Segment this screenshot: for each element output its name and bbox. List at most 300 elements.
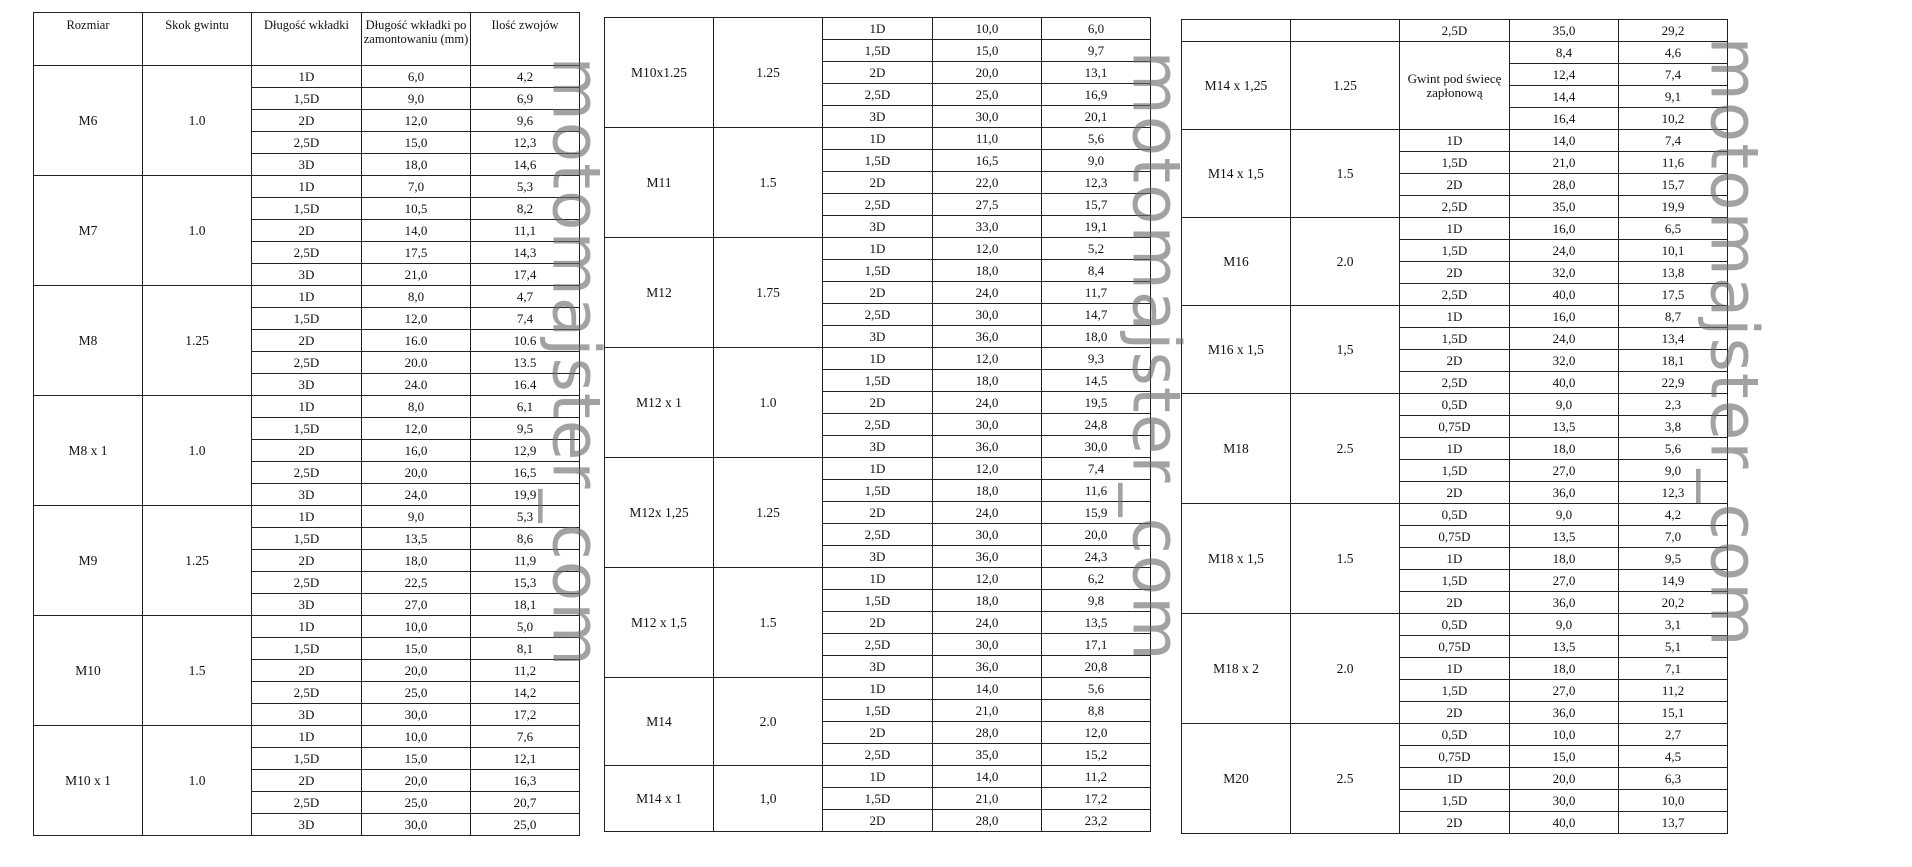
- pitch-cell: 1.0: [143, 726, 252, 836]
- header-insert-length: Długość wkładki: [252, 13, 362, 66]
- installed-length-cell: 35,0: [933, 744, 1042, 766]
- size-cell: M7: [34, 176, 143, 286]
- installed-length-cell: 30,0: [933, 414, 1042, 436]
- installed-length-cell: 18,0: [1510, 548, 1619, 570]
- turns-cell: 6,1: [471, 396, 580, 418]
- pitch-cell: 1.0: [143, 176, 252, 286]
- insert-length-cell: 0,5D: [1400, 724, 1510, 746]
- installed-length-cell: 30,0: [1510, 790, 1619, 812]
- insert-length-cell: 2D: [1400, 262, 1510, 284]
- turns-cell: 11,2: [471, 660, 580, 682]
- installed-length-cell: 18,0: [933, 370, 1042, 392]
- turns-cell: 5,6: [1619, 438, 1728, 460]
- turns-cell: 13,8: [1619, 262, 1728, 284]
- size-cell: M14 x 1: [605, 766, 714, 832]
- insert-length-cell: 2D: [252, 110, 362, 132]
- pitch-cell: 2.0: [1291, 614, 1400, 724]
- installed-length-cell: 18,0: [933, 260, 1042, 282]
- size-cell: M16 x 1,5: [1182, 306, 1291, 394]
- turns-cell: 19,1: [1042, 216, 1151, 238]
- installed-length-cell: 36,0: [933, 436, 1042, 458]
- thread-table-2: [604, 17, 1151, 832]
- size-cell: M10: [34, 616, 143, 726]
- installed-length-cell: 8,0: [362, 286, 471, 308]
- turns-cell: 13,5: [1042, 612, 1151, 634]
- header-size: Rozmiar: [34, 13, 143, 66]
- installed-length-cell: 36,0: [1510, 592, 1619, 614]
- size-cell: M14 x 1,25: [1182, 42, 1291, 130]
- installed-length-cell: 8,4: [1510, 42, 1619, 64]
- installed-length-cell: 28,0: [933, 722, 1042, 744]
- size-cell: M20: [1182, 724, 1291, 834]
- installed-length-cell: 18,0: [362, 550, 471, 572]
- installed-length-cell: 10,0: [933, 18, 1042, 40]
- installed-length-cell: 15,0: [933, 40, 1042, 62]
- pitch-cell: 1.25: [714, 458, 823, 568]
- installed-length-cell: 30,0: [933, 304, 1042, 326]
- turns-cell: 8,8: [1042, 700, 1151, 722]
- insert-length-cell: 2D: [1400, 350, 1510, 372]
- turns-cell: 14,2: [471, 682, 580, 704]
- insert-length-note: Gwint pod świecę zapłonową: [1400, 42, 1510, 130]
- insert-length-cell: 1,5D: [252, 638, 362, 660]
- insert-length-cell: 1D: [823, 458, 933, 480]
- table-row: [1182, 306, 1728, 328]
- watermark: motomajster_com: [1695, 36, 1773, 647]
- insert-length-cell: 0,5D: [1400, 614, 1510, 636]
- insert-length-cell: 1,5D: [823, 40, 933, 62]
- turns-cell: 7,4: [471, 308, 580, 330]
- insert-length-cell: 3D: [252, 264, 362, 286]
- installed-length-cell: 10,0: [362, 616, 471, 638]
- turns-cell: 18,1: [1619, 350, 1728, 372]
- installed-length-cell: 27,0: [362, 594, 471, 616]
- turns-cell: 9,5: [1619, 548, 1728, 570]
- turns-cell: 11,6: [1042, 480, 1151, 502]
- insert-length-cell: 2D: [252, 220, 362, 242]
- turns-cell: 13,4: [1619, 328, 1728, 350]
- turns-cell: 11,2: [1042, 766, 1151, 788]
- installed-length-cell: 18,0: [362, 154, 471, 176]
- insert-length-cell: 1D: [823, 568, 933, 590]
- insert-length-cell: 2D: [823, 502, 933, 524]
- insert-length-cell: 2,5D: [252, 352, 362, 374]
- installed-length-cell: 12,4: [1510, 64, 1619, 86]
- installed-length-cell: 10,0: [362, 726, 471, 748]
- turns-cell: 7,4: [1619, 130, 1728, 152]
- turns-cell: 22,9: [1619, 372, 1728, 394]
- pitch-cell: 1.5: [714, 568, 823, 678]
- insert-length-cell: 1D: [1400, 658, 1510, 680]
- installed-length-cell: 17,5: [362, 242, 471, 264]
- header-pitch: Skok gwintu: [143, 13, 252, 66]
- insert-length-cell: 2D: [1400, 702, 1510, 724]
- installed-length-cell: 21,0: [362, 264, 471, 286]
- installed-length-cell: 25,0: [933, 84, 1042, 106]
- turns-cell: 24,3: [1042, 546, 1151, 568]
- insert-length-cell: 1D: [1400, 306, 1510, 328]
- installed-length-cell: 6,0: [362, 66, 471, 88]
- installed-length-cell: 30,0: [933, 524, 1042, 546]
- size-cell: M18: [1182, 394, 1291, 504]
- installed-length-cell: 35,0: [1510, 196, 1619, 218]
- turns-cell: 9,6: [471, 110, 580, 132]
- insert-length-cell: 3D: [252, 484, 362, 506]
- turns-cell: 12,1: [471, 748, 580, 770]
- installed-length-cell: 13,5: [1510, 526, 1619, 548]
- installed-length-cell: 35,0: [1510, 20, 1619, 42]
- table-row: [34, 616, 580, 638]
- turns-cell: 8,6: [471, 528, 580, 550]
- header-turns: Ilość zwojów: [471, 13, 580, 66]
- turns-cell: 17,1: [1042, 634, 1151, 656]
- installed-length-cell: 16,4: [1510, 108, 1619, 130]
- table-row: [605, 678, 1151, 700]
- installed-length-cell: 9,0: [1510, 504, 1619, 526]
- installed-length-cell: 36,0: [933, 326, 1042, 348]
- insert-length-cell: 3D: [823, 326, 933, 348]
- turns-cell: 20,0: [1042, 524, 1151, 546]
- table-row: [1182, 130, 1728, 152]
- insert-length-cell: 1,5D: [1400, 152, 1510, 174]
- turns-cell: 4,2: [1619, 504, 1728, 526]
- pitch-cell: 1.5: [1291, 504, 1400, 614]
- table-row: [605, 238, 1151, 260]
- insert-length-cell: 1,5D: [823, 150, 933, 172]
- turns-cell: 29,2: [1619, 20, 1728, 42]
- size-cell: M16: [1182, 218, 1291, 306]
- installed-length-cell: 24,0: [1510, 328, 1619, 350]
- installed-length-cell: 20.0: [362, 352, 471, 374]
- installed-length-cell: 13,5: [1510, 416, 1619, 438]
- insert-length-cell: 2,5D: [252, 792, 362, 814]
- installed-length-cell: 8,0: [362, 396, 471, 418]
- turns-cell: 9,0: [1042, 150, 1151, 172]
- table-row: [1182, 724, 1728, 746]
- turns-cell: 8,1: [471, 638, 580, 660]
- insert-length-cell: 2,5D: [823, 744, 933, 766]
- turns-cell: 9,0: [1619, 460, 1728, 482]
- insert-length-cell: 1,5D: [252, 88, 362, 110]
- insert-length-cell: 1,5D: [823, 590, 933, 612]
- turns-cell: 20,1: [1042, 106, 1151, 128]
- size-cell: M9: [34, 506, 143, 616]
- installed-length-cell: 22,5: [362, 572, 471, 594]
- table-row: [34, 506, 580, 528]
- table-row: [605, 18, 1151, 40]
- installed-length-cell: 21,0: [1510, 152, 1619, 174]
- size-cell: M12 x 1,5: [605, 568, 714, 678]
- insert-length-cell: 1D: [823, 766, 933, 788]
- turns-cell: 9,1: [1619, 86, 1728, 108]
- installed-length-cell: 27,0: [1510, 460, 1619, 482]
- insert-length-cell: 3D: [823, 656, 933, 678]
- installed-length-cell: 32,0: [1510, 262, 1619, 284]
- installed-length-cell: 9,0: [1510, 394, 1619, 416]
- installed-length-cell: 24,0: [933, 282, 1042, 304]
- insert-length-cell: 0,75D: [1400, 416, 1510, 438]
- insert-length-cell: 1,5D: [252, 198, 362, 220]
- installed-length-cell: 36,0: [933, 546, 1042, 568]
- installed-length-cell: 18,0: [933, 480, 1042, 502]
- turns-cell: 11,9: [471, 550, 580, 572]
- installed-length-cell: 33,0: [933, 216, 1042, 238]
- turns-cell: 10.6: [471, 330, 580, 352]
- turns-cell: 15,1: [1619, 702, 1728, 724]
- insert-length-cell: 2,5D: [252, 132, 362, 154]
- installed-length-cell: 30,0: [362, 704, 471, 726]
- insert-length-cell: 3D: [252, 814, 362, 836]
- size-cell: M6: [34, 66, 143, 176]
- turns-cell: 5,3: [471, 506, 580, 528]
- installed-length-cell: 18,0: [1510, 438, 1619, 460]
- insert-length-cell: 1,5D: [1400, 680, 1510, 702]
- installed-length-cell: 36,0: [933, 656, 1042, 678]
- turns-cell: 19,5: [1042, 392, 1151, 414]
- installed-length-cell: 9,0: [1510, 614, 1619, 636]
- pitch-cell: 1.25: [714, 18, 823, 128]
- pitch-cell: 1.5: [714, 128, 823, 238]
- turns-cell: 5,0: [471, 616, 580, 638]
- turns-cell: 20,8: [1042, 656, 1151, 678]
- installed-length-cell: 24,0: [933, 392, 1042, 414]
- installed-length-cell: 15,0: [362, 638, 471, 660]
- size-cell: M14: [605, 678, 714, 766]
- turns-cell: 5,3: [471, 176, 580, 198]
- insert-length-cell: 1D: [1400, 768, 1510, 790]
- insert-length-cell: 2,5D: [252, 682, 362, 704]
- installed-length-cell: 9,0: [362, 88, 471, 110]
- installed-length-cell: 14,0: [933, 766, 1042, 788]
- insert-length-cell: 1,5D: [1400, 570, 1510, 592]
- turns-cell: 20,7: [471, 792, 580, 814]
- installed-length-cell: 9,0: [362, 506, 471, 528]
- turns-cell: 15,9: [1042, 502, 1151, 524]
- turns-cell: 7,6: [471, 726, 580, 748]
- insert-length-cell: 1D: [252, 286, 362, 308]
- installed-length-cell: 18,0: [933, 590, 1042, 612]
- pitch-cell: 1.0: [714, 348, 823, 458]
- size-cell: M8 x 1: [34, 396, 143, 506]
- insert-length-cell: 1D: [823, 18, 933, 40]
- turns-cell: 13,7: [1619, 812, 1728, 834]
- table-row: [34, 176, 580, 198]
- turns-cell: 5,1: [1619, 636, 1728, 658]
- installed-length-cell: 16,5: [933, 150, 1042, 172]
- installed-length-cell: 28,0: [1510, 174, 1619, 196]
- turns-cell: 6,3: [1619, 768, 1728, 790]
- installed-length-cell: 40,0: [1510, 284, 1619, 306]
- pitch-cell: 1.25: [143, 286, 252, 396]
- installed-length-cell: 13,5: [1510, 636, 1619, 658]
- insert-length-cell: 2,5D: [252, 572, 362, 594]
- size-cell: M18 x 1,5: [1182, 504, 1291, 614]
- table-row: [1182, 218, 1728, 240]
- insert-length-cell: 2D: [1400, 812, 1510, 834]
- insert-length-cell: 2,5D: [823, 304, 933, 326]
- insert-length-cell: 2D: [1400, 482, 1510, 504]
- installed-length-cell: 21,0: [933, 788, 1042, 810]
- turns-cell: 4,5: [1619, 746, 1728, 768]
- turns-cell: 17,2: [1042, 788, 1151, 810]
- turns-cell: 9,5: [471, 418, 580, 440]
- insert-length-cell: 2D: [823, 612, 933, 634]
- turns-cell: 16,5: [471, 462, 580, 484]
- installed-length-cell: 20,0: [933, 62, 1042, 84]
- installed-length-cell: 30,0: [933, 106, 1042, 128]
- insert-length-cell: 1,5D: [823, 788, 933, 810]
- installed-length-cell: 14,0: [933, 678, 1042, 700]
- insert-length-cell: 0,5D: [1400, 394, 1510, 416]
- installed-length-cell: 24,0: [933, 612, 1042, 634]
- turns-cell: 10,1: [1619, 240, 1728, 262]
- turns-cell: 14,5: [1042, 370, 1151, 392]
- installed-length-cell: 14,0: [1510, 130, 1619, 152]
- insert-length-cell: 1D: [252, 66, 362, 88]
- turns-cell: 6,9: [471, 88, 580, 110]
- insert-length-cell: 2D: [252, 660, 362, 682]
- thread-table-1: [33, 12, 580, 836]
- pitch-cell: 2.0: [1291, 218, 1400, 306]
- turns-cell: 13,1: [1042, 62, 1151, 84]
- insert-length-cell: 2,5D: [823, 634, 933, 656]
- turns-cell: 20,2: [1619, 592, 1728, 614]
- turns-cell: 2,7: [1619, 724, 1728, 746]
- installed-length-cell: 27,5: [933, 194, 1042, 216]
- installed-length-cell: 27,0: [1510, 570, 1619, 592]
- pitch-cell: [1291, 20, 1400, 42]
- insert-length-cell: 2D: [252, 550, 362, 572]
- insert-length-cell: 0,75D: [1400, 526, 1510, 548]
- insert-length-cell: 1,5D: [1400, 240, 1510, 262]
- installed-length-cell: 40,0: [1510, 812, 1619, 834]
- insert-length-cell: 3D: [823, 106, 933, 128]
- insert-length-cell: 1D: [252, 176, 362, 198]
- insert-length-cell: 1,5D: [1400, 328, 1510, 350]
- size-cell: M11: [605, 128, 714, 238]
- turns-cell: 13.5: [471, 352, 580, 374]
- insert-length-cell: 1D: [823, 238, 933, 260]
- installed-length-cell: 12,0: [933, 458, 1042, 480]
- installed-length-cell: 7,0: [362, 176, 471, 198]
- installed-length-cell: 30,0: [362, 814, 471, 836]
- installed-length-cell: 14,0: [362, 220, 471, 242]
- installed-length-cell: 24.0: [362, 374, 471, 396]
- turns-cell: 18,1: [471, 594, 580, 616]
- turns-cell: 17,4: [471, 264, 580, 286]
- insert-length-cell: 2D: [1400, 174, 1510, 196]
- insert-length-cell: 2D: [823, 392, 933, 414]
- turns-cell: 5,6: [1042, 128, 1151, 150]
- turns-cell: 14,9: [1619, 570, 1728, 592]
- table-row: [1182, 42, 1728, 64]
- insert-length-cell: 2D: [823, 62, 933, 84]
- installed-length-cell: 27,0: [1510, 680, 1619, 702]
- pitch-cell: 1.5: [143, 616, 252, 726]
- turns-cell: 16,9: [1042, 84, 1151, 106]
- pitch-cell: 1.25: [143, 506, 252, 616]
- insert-length-cell: 2D: [252, 770, 362, 792]
- table-row: [34, 286, 580, 308]
- installed-length-cell: 12,0: [933, 238, 1042, 260]
- insert-length-cell: 1,5D: [823, 370, 933, 392]
- turns-cell: 15,3: [471, 572, 580, 594]
- installed-length-cell: 12,0: [362, 418, 471, 440]
- pitch-cell: 1.0: [143, 396, 252, 506]
- installed-length-cell: 20,0: [1510, 768, 1619, 790]
- insert-length-cell: 0,75D: [1400, 636, 1510, 658]
- turns-cell: 11,1: [471, 220, 580, 242]
- insert-length-cell: 0,75D: [1400, 746, 1510, 768]
- installed-length-cell: 20,0: [362, 660, 471, 682]
- turns-cell: 4,7: [471, 286, 580, 308]
- turns-cell: 14,6: [471, 154, 580, 176]
- turns-cell: 7,1: [1619, 658, 1728, 680]
- insert-length-cell: 2D: [823, 282, 933, 304]
- pitch-cell: 2.5: [1291, 724, 1400, 834]
- insert-length-cell: 1D: [252, 616, 362, 638]
- turns-cell: 4,6: [1619, 42, 1728, 64]
- thread-table-3: [1181, 19, 1728, 834]
- size-cell: M12x 1,25: [605, 458, 714, 568]
- insert-length-cell: 1D: [252, 396, 362, 418]
- turns-cell: 8,7: [1619, 306, 1728, 328]
- turns-cell: 14,7: [1042, 304, 1151, 326]
- insert-length-cell: 2,5D: [823, 194, 933, 216]
- turns-cell: 16.4: [471, 374, 580, 396]
- insert-length-cell: 2D: [252, 440, 362, 462]
- table-row: [1182, 394, 1728, 416]
- installed-length-cell: 12,0: [362, 110, 471, 132]
- table-row: [34, 726, 580, 748]
- installed-length-cell: 15,0: [1510, 746, 1619, 768]
- installed-length-cell: 16.0: [362, 330, 471, 352]
- installed-length-cell: 32,0: [1510, 350, 1619, 372]
- insert-length-cell: 2,5D: [1400, 372, 1510, 394]
- turns-cell: 7,0: [1619, 526, 1728, 548]
- insert-length-cell: 1,5D: [1400, 460, 1510, 482]
- turns-cell: 12,9: [471, 440, 580, 462]
- pitch-cell: 2.5: [1291, 394, 1400, 504]
- turns-cell: 9,8: [1042, 590, 1151, 612]
- size-cell: M10 x 1: [34, 726, 143, 836]
- size-cell: M14 x 1,5: [1182, 130, 1291, 218]
- turns-cell: 17,2: [471, 704, 580, 726]
- insert-length-cell: 2,5D: [1400, 284, 1510, 306]
- insert-length-cell: 1D: [823, 128, 933, 150]
- insert-length-cell: 2,5D: [252, 462, 362, 484]
- installed-length-cell: 20,0: [362, 462, 471, 484]
- turns-cell: 19,9: [1619, 196, 1728, 218]
- turns-cell: 23,2: [1042, 810, 1151, 832]
- turns-cell: 15,2: [1042, 744, 1151, 766]
- watermark: motomajster_com: [1117, 50, 1195, 661]
- table-row: [605, 766, 1151, 788]
- insert-length-cell: 3D: [252, 704, 362, 726]
- insert-length-cell: 1,5D: [823, 260, 933, 282]
- installed-length-cell: 10,0: [1510, 724, 1619, 746]
- insert-length-cell: 2,5D: [823, 524, 933, 546]
- header-installed-length: Długość wkładki po zamontowaniu (mm): [362, 13, 471, 66]
- insert-length-cell: 2,5D: [1400, 196, 1510, 218]
- installed-length-cell: 14,4: [1510, 86, 1619, 108]
- installed-length-cell: 10,5: [362, 198, 471, 220]
- turns-cell: 15,7: [1042, 194, 1151, 216]
- turns-cell: 18,0: [1042, 326, 1151, 348]
- installed-length-cell: 25,0: [362, 792, 471, 814]
- installed-length-cell: 40,0: [1510, 372, 1619, 394]
- size-cell: M12 x 1: [605, 348, 714, 458]
